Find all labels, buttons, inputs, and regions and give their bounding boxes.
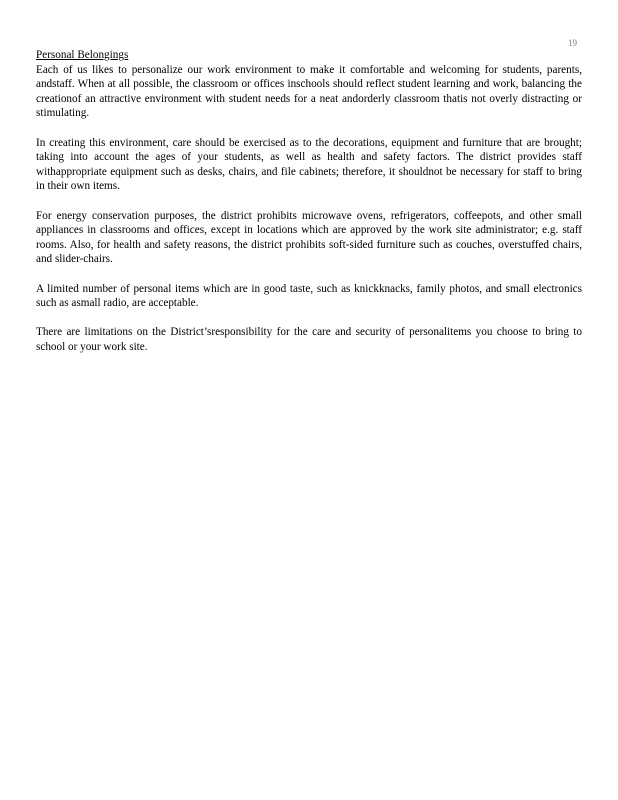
paragraph-creating-environment: In creating this environment, care should be exercised as to the decorations, equipment and furniture that are brought; taking into account the ages of your students, as well as health and safety factors. The district provides staff withappropriate equipment such as desks, chairs, and file cabinets; therefore, it shouldnot be necessary for staff to bring in their own items. bbox=[36, 136, 582, 193]
paragraph-personal-items: A limited number of personal items which are in good taste, such as knickknacks, family photos, and small electronics such as asmall radio, are acceptable. bbox=[36, 282, 582, 310]
page-number: 19 bbox=[568, 38, 577, 48]
paragraph-energy-conservation: For energy conservation purposes, the district prohibits microwave ovens, refrigerators, coffeepots, and other small appliances in classrooms and offices, except in locations which are approved by the work site administrator; e.g. staff rooms. Also, for health and safety reasons, the district prohibits soft-sided furniture such as couches, overstuffed chairs, and slider-chairs. bbox=[36, 209, 582, 266]
document-body bbox=[36, 48, 582, 369]
section-heading: Personal Belongings bbox=[36, 49, 129, 61]
paragraph-personalize: Each of us likes to personalize our work environment to make it comfortable and welcoming for students, parents, andstaff. When at all possible, the classroom or offices inschools should reflect student learning and work, balancing the creationof an attractive environment with student needs for a neat andorderly classroom thatis not overly distracting or stimulating. bbox=[36, 63, 582, 120]
paragraph-limitations: There are limitations on the District’sresponsibility for the care and security of personalitems you choose to bring to school or your work site. bbox=[36, 326, 582, 353]
